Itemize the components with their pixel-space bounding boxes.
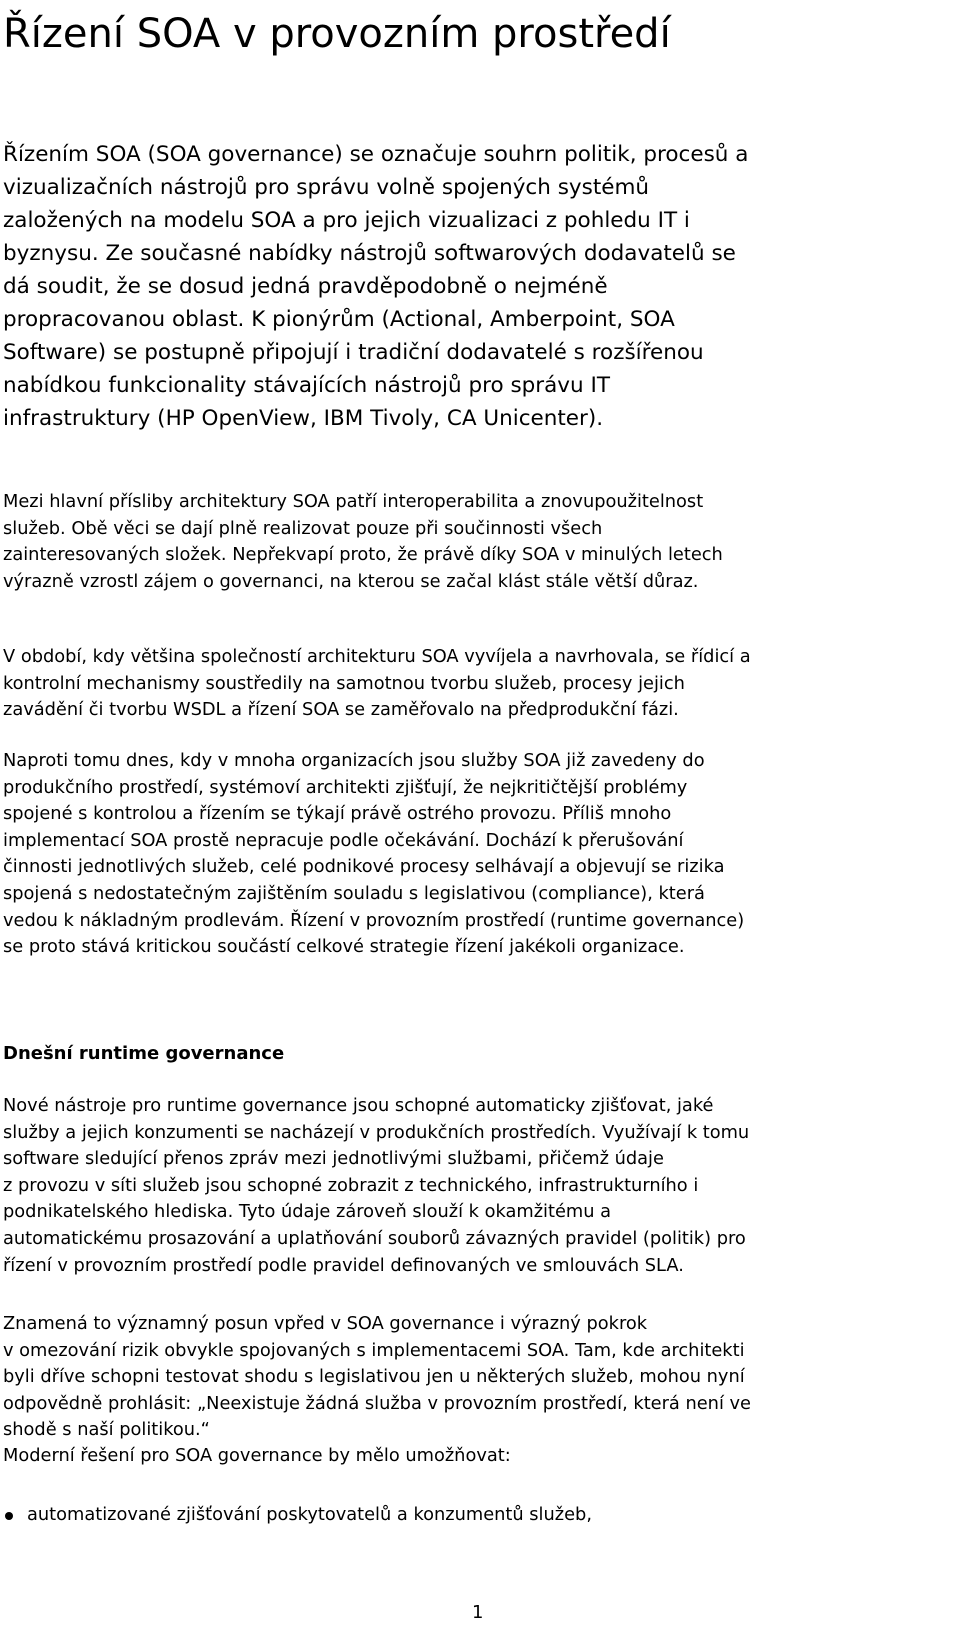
text-line: podnikatelského hlediska. Tyto údaje zároveň slouží k okamžitému a	[3, 1201, 612, 1223]
page-number: 1	[472, 1602, 484, 1623]
text-line: služeb. Obě věci se dají plně realizovat pouze při součinnosti všech	[3, 517, 603, 539]
text-line: automatickému prosazování a uplatňování souborů závazných pravidel (politik) pro	[3, 1227, 746, 1249]
text-line: řízení v provozním prostředí podle pravidel definovaných ve smlouvách SLA.	[3, 1254, 684, 1276]
text-line: služby a jejich konzumenti se nacházejí v produkčních prostředích. Využívají k tomu	[3, 1121, 750, 1143]
paragraph-modern-solution	[3, 1443, 960, 1470]
text-line: v omezování rizik obvykle spojovaných s implementacemi SOA. Tam, kde architekti	[3, 1339, 745, 1361]
paragraph-production-problems	[3, 748, 960, 961]
text-line: výrazně vzrostl zájem o governanci, na kterou se začal klást stále větší důraz.	[3, 570, 699, 592]
text-line: založených na modelu SOA a pro jejich vizualizaci z pohledu IT i	[3, 208, 690, 233]
section-heading: Dnešní runtime governance	[3, 1043, 285, 1064]
text-line: shodě s naší politikou.“	[3, 1419, 210, 1441]
text-line: byznysu. Ze současné nabídky nástrojů softwarových dodavatelů se	[3, 241, 736, 266]
text-line: se proto stává kritickou součástí celkové strategie řízení jakékoli organizace.	[3, 936, 685, 958]
paragraph-interoperability	[3, 489, 960, 595]
list-item-text: automatizované zjišťování poskytovatelů a konzumentů služeb,	[27, 1504, 592, 1525]
text-line: z provozu v síti služeb jsou schopné zobrazit z technického, infrastrukturního i	[3, 1174, 699, 1196]
text-line: Naproti tomu dnes, kdy v mnoha organizacích jsou služby SOA již zavedeny do	[3, 750, 705, 771]
bullet-list	[3, 1502, 592, 1529]
document-title: Řízení SOA v provozním prostředí	[3, 11, 671, 57]
text-line: V období, kdy většina společností architekturu SOA vyvíjela a navrhovala, se řídicí a	[3, 646, 751, 667]
text-line: spojené s kontrolou a řízením se týkají právě ostrého provozu. Příliš mnoho	[3, 803, 672, 825]
text-line: spojená s nedostatečným zajištěním souladu s legislativou (compliance), která	[3, 882, 705, 904]
text-line: dá soudit, že se dosud jedná pravděpodobně o nejméně	[3, 274, 608, 299]
text-line: software sledující přenos zpráv mezi jednotlivými službami, přičemž údaje	[3, 1148, 664, 1170]
bullet-icon	[5, 1512, 13, 1520]
text-line: zavádění či tvorbu WSDL a řízení SOA se zaměřovalo na předprodukční fázi.	[3, 699, 679, 721]
text-line: Moderní řešení pro SOA governance by mělo umožňovat:	[3, 1445, 511, 1466]
text-line: nabídkou funkcionality stávajících nástrojů pro správu IT	[3, 373, 610, 398]
text-line: Software) se postupně připojují i tradiční dodavatelé s rozšířenou	[3, 340, 704, 365]
intro-paragraph	[3, 138, 960, 435]
text-line: kontrolní mechanismy soustředily na samotnou tvorbu služeb, procesy jejich	[3, 672, 685, 694]
text-line: Mezi hlavní přísliby architektury SOA patří interoperabilita a znovupoužitelnost	[3, 491, 704, 512]
text-line: vizualizačních nástrojů pro správu volně spojených systémů	[3, 175, 650, 200]
paragraph-new-tools	[3, 1093, 960, 1279]
text-line: Nové nástroje pro runtime governance jsou schopné automaticky zjišťovat, jaké	[3, 1095, 714, 1116]
paragraph-preproduction	[3, 644, 960, 724]
text-line: produkčního prostředí, systémoví architekti zjišťují, že nejkritičtější problémy	[3, 776, 688, 798]
text-line: činnosti jednotlivých služeb, celé podnikové procesy selhávají a objevují se rizika	[3, 856, 725, 878]
text-line: vedou k nákladným prodlevám. Řízení v provozním prostředí (runtime governance)	[3, 909, 745, 931]
text-line: Řízením SOA (SOA governance) se označuje souhrn politik, procesů a	[3, 142, 749, 167]
text-line: propracovanou oblast. K pionýrům (Actional, Amberpoint, SOA	[3, 307, 675, 332]
text-line: implementací SOA prostě nepracuje podle očekávání. Dochází k přerušování	[3, 829, 684, 851]
text-line: odpovědně prohlásit: „Neexistuje žádná služba v provozním prostředí, která není ve	[3, 1392, 752, 1414]
text-line: infrastruktury (HP OpenView, IBM Tivoly, CA Unicenter).	[3, 406, 604, 431]
paragraph-shift-forward	[3, 1311, 960, 1444]
list-item	[3, 1502, 592, 1529]
text-line: Znamená to významný posun vpřed v SOA governance i výrazný pokrok	[3, 1313, 648, 1334]
text-line: zainteresovaných složek. Nepřekvapí proto, že právě díky SOA v minulých letech	[3, 544, 723, 566]
text-line: byli dříve schopni testovat shodu s legislativou jen u některých služeb, mohou nyní	[3, 1366, 745, 1388]
